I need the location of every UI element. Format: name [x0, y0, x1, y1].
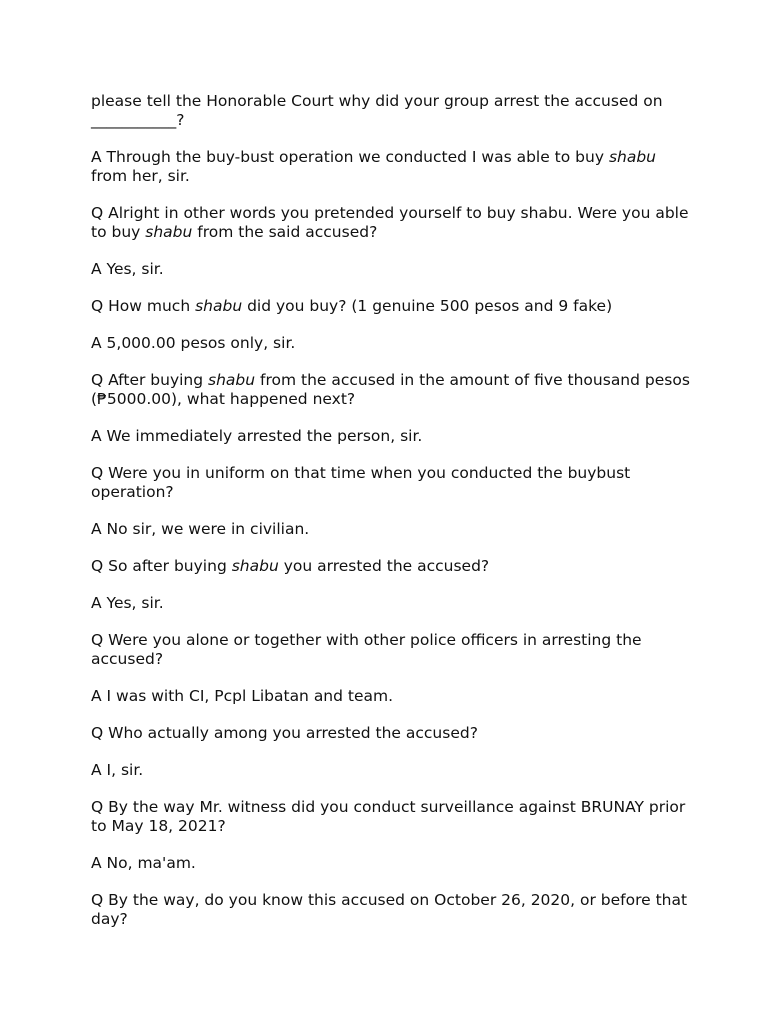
question-paragraph — [91, 204, 691, 242]
transcript-page — [91, 92, 691, 947]
question-text: Q Were you in uniform on that time when you conducted the buybust operation? — [91, 464, 631, 501]
question-text: did you buy? (1 genuine 500 pesos and 9 fake) — [242, 297, 613, 315]
question-text: Q Who actually among you arrested the accused? — [91, 724, 478, 742]
answer-text: A No, ma'am. — [91, 854, 196, 872]
italic-term: shabu — [608, 148, 656, 166]
answer-text: A We immediately arrested the person, sir. — [91, 427, 423, 445]
answer-paragraph — [91, 334, 691, 353]
italic-term: shabu — [208, 371, 256, 389]
italic-term: shabu — [231, 557, 279, 575]
question-paragraph — [91, 557, 691, 576]
question-paragraph — [91, 798, 691, 836]
answer-text: A I was with CI, Pcpl Libatan and team. — [91, 687, 394, 705]
question-text: Q By the way Mr. witness did you conduct surveillance against BRUNAY prior to May 18, 2021? — [91, 798, 686, 835]
question-text: Q By the way, do you know this accused on October 26, 2020, or before that day? — [91, 891, 688, 928]
question-text: from the said accused? — [192, 223, 378, 241]
question-paragraph — [91, 464, 691, 502]
question-text: from the accused in the amount of five thousand pesos (₱5000.00), what happened next? — [91, 371, 690, 408]
question-paragraph — [91, 371, 691, 409]
question-text: Q So after buying — [91, 557, 232, 575]
answer-text: A Yes, sir. — [91, 594, 164, 612]
question-text: Q Alright in other words you pretended yourself to buy shabu. Were you able to buy — [91, 204, 689, 241]
answer-paragraph — [91, 687, 691, 706]
answer-text: A No sir, we were in civilian. — [91, 520, 310, 538]
italic-term: shabu — [145, 223, 193, 241]
question-paragraph — [91, 891, 691, 929]
question-text: please tell the Honorable Court why did your group arrest the accused on ___________? — [91, 92, 663, 129]
question-text: Q After buying — [91, 371, 209, 389]
question-paragraph — [91, 724, 691, 743]
answer-paragraph — [91, 260, 691, 279]
answer-paragraph — [91, 854, 691, 873]
question-text: Q Were you alone or together with other police officers in arresting the accused? — [91, 631, 642, 668]
answer-paragraph — [91, 761, 691, 780]
answer-text: A 5,000.00 pesos only, sir. — [91, 334, 296, 352]
answer-paragraph — [91, 148, 691, 186]
question-paragraph — [91, 297, 691, 316]
question-text: you arrested the accused? — [278, 557, 490, 575]
answer-paragraph — [91, 520, 691, 539]
answer-text: from her, sir. — [91, 167, 190, 185]
italic-term: shabu — [195, 297, 243, 315]
answer-paragraph — [91, 594, 691, 613]
question-text: Q How much — [91, 297, 196, 315]
question-paragraph — [91, 631, 691, 669]
question-paragraph — [91, 92, 691, 130]
answer-paragraph — [91, 427, 691, 446]
answer-text: A Yes, sir. — [91, 260, 164, 278]
answer-text: A Through the buy-bust operation we conducted I was able to buy — [91, 148, 609, 166]
answer-text: A I, sir. — [91, 761, 144, 779]
